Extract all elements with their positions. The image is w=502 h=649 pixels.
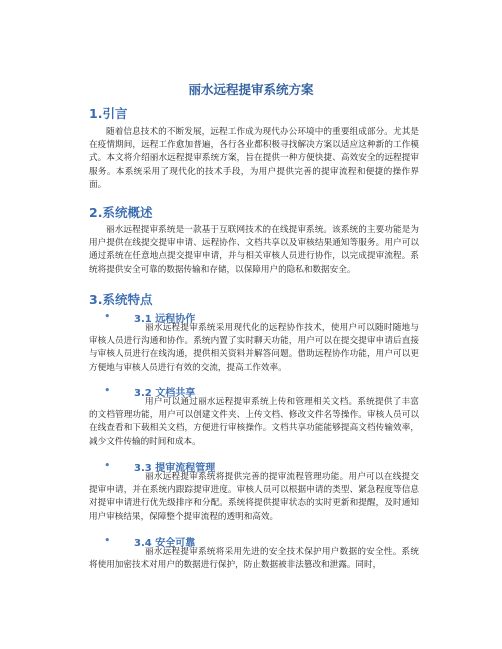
subsection-heading-security: 3.4 安全可靠 <box>134 538 196 549</box>
bullet-icon: • <box>104 534 111 547</box>
subsection-body-doc-sharing: 用户可以通过丽水远程提审系统上传和管理相关文档。系统提供了丰富的文档管理功能，用户可以创建文件夹、上传文档、修改文件名等操作。审核人员可以在线查看和下载相关文档，方便进行审核操作。文档共享功能能够提高文档传输效率，减少文件传输的时间和成本。 <box>89 397 419 447</box>
bullet-icon: • <box>104 459 111 472</box>
subsection-body-security: 丽水远程提审系统将采用先进的安全技术保护用户数据的安全性。系统将使用加密技术对用户的数据进行保护，防止数据被非法篡改和泄露。同时， <box>89 547 419 571</box>
section-body-introduction: 随着信息技术的不断发展，远程工作成为现代办公环境中的重要组成部分。尤其是在疫情期间，远程工作愈加普遍，各行各业都积极寻找解决方案以适应这种新的工作模式。本文将介绍丽水远程提审系统方案，旨在提供一种方便快捷、高效安全的远程提审服务。本系统采用了现代化的技术手段，为用户提供完善的提审流程和便捷的操作界面。 <box>89 127 419 190</box>
section-heading-features: 3.系统特点 <box>89 292 153 307</box>
section-body-overview: 丽水远程提审系统是一款基于互联网技术的在线提审系统。该系统的主要功能是为用户提供在线提交提审申请、远程协作、文档共享以及审核结果通知等服务。用户可以通过系统在任意地点提交提审申请，并与相关审核人员进行协作，以完成提审流程。系统将提供安全可靠的数据传输和存储，以保障用户的隐私和数据安全。 <box>89 225 419 275</box>
document-title: 丽水远程提审系统方案 <box>188 82 314 97</box>
subsection-heading-process-mgmt: 3.3 提审流程管理 <box>134 463 216 474</box>
bullet-icon: • <box>104 310 111 323</box>
bullet-icon: • <box>104 384 111 397</box>
subsection-body-remote-collab: 丽水远程提审系统采用现代化的远程协作技术，使用户可以随时随地与审核人员进行沟通和协作。系统内置了实时聊天功能，用户可以在提交提审申请后直接与审核人员进行在线沟通，提供相关资料并解答问题。借助远程协作功能，用户可以更方便地与审核人员进行有效的交流，提高工作效率。 <box>89 323 419 373</box>
subsection-heading-doc-sharing: 3.2 文档共享 <box>134 388 196 399</box>
section-heading-overview: 2.系统概述 <box>89 205 153 220</box>
section-heading-introduction: 1.引言 <box>89 106 128 121</box>
subsection-body-process-mgmt: 丽水远程提审系统将提供完善的提审流程管理功能。用户可以在线提交提审申请，并在系统内跟踪提审进度。审核人员可以根据申请的类型、紧急程度等信息对提审申请进行优先级排序和分配。系统将提供提审状态的实时更新和提醒，及时通知用户审核结果，保障整个提审流程的透明和高效。 <box>89 472 419 522</box>
subsection-heading-remote-collab: 3.1 远程协作 <box>134 314 196 325</box>
